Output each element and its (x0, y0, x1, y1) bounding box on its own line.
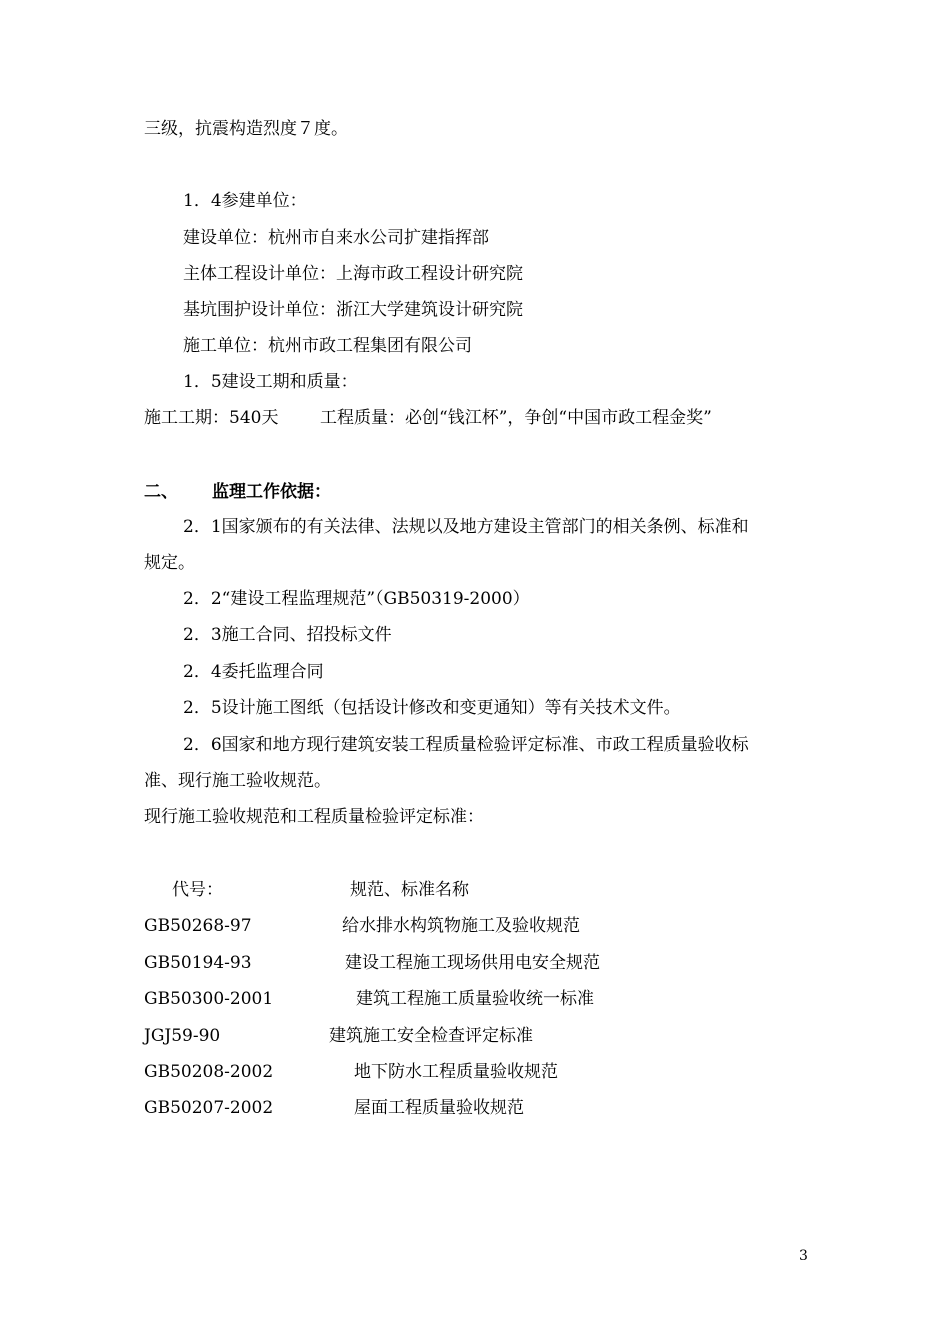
basis-item-6-line-1: 2．6国家和地方现行建筑安装工程质量检验评定标准、市政工程质量验收标 (183, 735, 749, 755)
page-number: 3 (799, 1248, 808, 1264)
standard-code: GB50300-2001 (144, 989, 274, 1009)
contractor-unit: 施工单位：杭州市政工程集团有限公司 (183, 336, 472, 356)
basis-item-4: 2．4委托监理合同 (183, 662, 324, 682)
section-1-4-heading: 1．4参建单位： (183, 191, 307, 211)
table-header-name: 规范、标准名称 (350, 880, 469, 900)
standard-code: JGJ59-90 (144, 1026, 221, 1046)
standard-name: 屋面工程质量验收规范 (354, 1098, 524, 1118)
standard-code: GB50268-97 (144, 916, 252, 936)
basis-item-1-line-1: 2．1国家颁布的有关法律、法规以及地方建设主管部门的相关条例、标准和 (183, 517, 749, 537)
standard-name: 建筑施工安全检查评定标准 (329, 1026, 533, 1046)
standard-name: 建筑工程施工质量验收统一标准 (356, 989, 594, 1009)
quality-target: 工程质量：必创“钱江杯”，争创“中国市政工程金奖” (320, 408, 712, 428)
standard-code: GB50208-2002 (144, 1062, 274, 1082)
basis-item-1-line-2: 规定。 (144, 553, 195, 573)
standard-code: GB50207-2002 (144, 1098, 274, 1118)
table-header-code: 代号： (172, 880, 223, 900)
section-2-number: 二、 (144, 482, 178, 502)
section-1-5-heading: 1．5建设工期和质量： (183, 372, 358, 392)
standard-code: GB50194-93 (144, 953, 252, 973)
pit-design-unit: 基坑围护设计单位：浙江大学建筑设计研究院 (183, 300, 523, 320)
basis-item-5: 2．5设计施工图纸（包括设计修改和变更通知）等有关技术文件。 (183, 698, 681, 718)
section-2-title: 监理工作依据： (212, 482, 331, 502)
basis-item-2: 2．2“建设工程监理规范”（GB50319-2000） (183, 589, 530, 609)
standard-name: 地下防水工程质量验收规范 (354, 1062, 558, 1082)
basis-item-6-line-2: 准、现行施工验收规范。 (144, 771, 331, 791)
construction-period: 施工工期：540天 (144, 408, 279, 428)
standards-list-intro: 现行施工验收规范和工程质量检验评定标准： (144, 807, 484, 827)
intro-line: 三级，抗震构造烈度７度。 (144, 119, 348, 139)
standard-name: 给水排水构筑物施工及验收规范 (342, 916, 580, 936)
standard-name: 建设工程施工现场供用电安全规范 (345, 953, 600, 973)
construction-unit: 建设单位：杭州市自来水公司扩建指挥部 (183, 228, 489, 248)
basis-item-3: 2．3施工合同、招投标文件 (183, 625, 392, 645)
main-design-unit: 主体工程设计单位：上海市政工程设计研究院 (183, 264, 523, 284)
